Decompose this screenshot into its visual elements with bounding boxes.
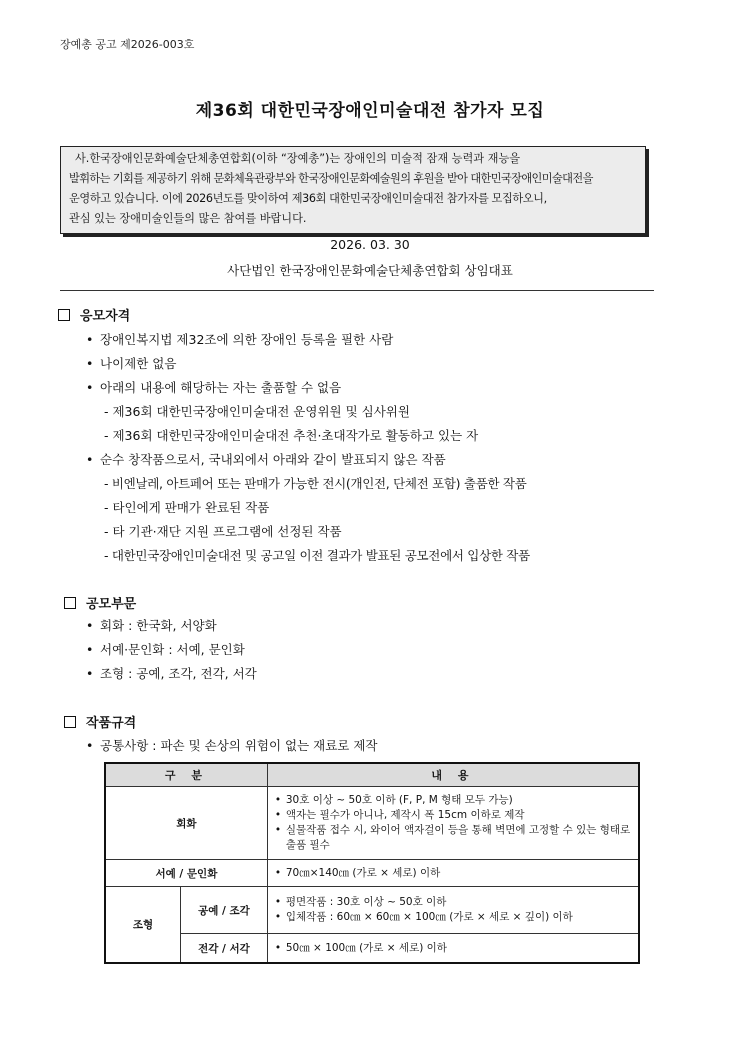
- list-item: • 아래의 내용에 해당하는 자는 출품할 수 없음: [86, 380, 342, 395]
- spec-item: • 입체작품 : 60㎝ × 60㎝ × 100㎝ (가로 × 세로 × 깊이) 이하: [286, 910, 632, 925]
- intro-line: 운영하고 있습니다. 이에 2026년도를 맞이하여 제36회 대한민국장애인미술대전 참가자를 모집하오니,: [69, 192, 547, 205]
- table-row: [105, 934, 639, 964]
- header-category: 구 분: [105, 763, 267, 787]
- sub-item: - 타인에게 판매가 완료된 작품: [104, 500, 270, 515]
- row-content: [267, 860, 639, 887]
- row-label: 공예 / 조각: [181, 887, 268, 934]
- checkbox-square-icon: [64, 716, 76, 728]
- list-item: • 순수 창작품으로서, 국내외에서 아래와 같이 발표되지 않은 작품: [86, 452, 446, 467]
- section-heading-categories: [64, 593, 136, 612]
- table-row: [105, 787, 639, 860]
- intro-line: 관심 있는 장애미술인들의 많은 참여를 바랍니다.: [69, 212, 307, 225]
- list-item: • 나이제한 없음: [86, 356, 177, 371]
- spec-item: • 액자는 필수가 아니나, 제작시 폭 15cm 이하로 제작: [286, 808, 632, 823]
- row-label: 서예 / 문인화: [105, 860, 267, 887]
- sub-item: - 타 기관·재단 지원 프로그램에 선정된 작품: [104, 524, 342, 539]
- specification-table: [104, 762, 640, 964]
- list-item: • 서예·문인화 : 서예, 문인화: [86, 642, 245, 657]
- organization-name: 사단법인 한국장애인문화예술단체총연합회 상임대표: [227, 263, 513, 278]
- row-content: [267, 934, 639, 964]
- spec-item: • 평면작품 : 30호 이상 ~ 50호 이하: [286, 895, 632, 910]
- row-label: 전각 / 서각: [181, 934, 268, 964]
- section-title: 작품규격: [86, 716, 137, 731]
- table-row: [105, 887, 639, 934]
- page-title: 제36회 대한민국장애인미술대전 참가자 모집: [195, 101, 545, 121]
- section-heading-eligibility: [58, 305, 130, 324]
- sub-item: - 제36회 대한민국장애인미술대전 추천·초대작가로 활동하고 있는 자: [104, 428, 479, 443]
- spec-item: • 30호 이상 ~ 50호 이하 (F, P, M 형태 모두 가능): [286, 793, 632, 808]
- divider: [60, 290, 654, 291]
- list-item: • 회화 : 한국화, 서양화: [86, 618, 217, 633]
- sub-item: - 대한민국장애인미술대전 및 공고일 이전 결과가 발표된 공모전에서 입상한 작품: [104, 548, 530, 563]
- header-content: 내 용: [267, 763, 639, 787]
- checkbox-square-icon: [64, 597, 76, 609]
- section-title: 공모부문: [86, 597, 137, 612]
- intro-line: 발휘하는 기회를 제공하기 위해 문화체육관광부와 한국장애인문화예술원의 후원을 받아 대한민국장애인미술대전을: [69, 172, 593, 185]
- spec-item: • 실물작품 접수 시, 와이어 액자걸이 등을 통해 벽면에 고정할 수 있는 형태로 출품 필수: [286, 823, 632, 853]
- intro-line: 사.한국장애인문화예술단체총연합회(이하 “장예총”)는 장애인의 미술적 잠재 능력과 재능을: [75, 152, 521, 165]
- list-item: • 조형 : 공예, 조각, 전각, 서각: [86, 666, 257, 681]
- list-item: • 공통사항 : 파손 및 손상의 위험이 없는 재료로 제작: [86, 738, 378, 753]
- section-heading-specs: [64, 712, 136, 731]
- announcement-date: 2026. 03. 30: [330, 237, 410, 252]
- row-label: 회화: [105, 787, 267, 860]
- row-group-label: 조형: [105, 887, 181, 964]
- sub-item: - 비엔날레, 아트페어 또는 판매가 가능한 전시(개인전, 단체전 포함) 출품한 작품: [104, 476, 527, 491]
- notice-number: 장예총 공고 제2026-003호: [60, 38, 195, 51]
- checkbox-square-icon: [58, 309, 70, 321]
- spec-item: • 70㎝×140㎝ (가로 × 세로) 이하: [286, 866, 632, 881]
- sub-item: - 제36회 대한민국장애인미술대전 운영위원 및 심사위원: [104, 404, 410, 419]
- spec-item: • 50㎝ × 100㎝ (가로 × 세로) 이하: [286, 941, 632, 956]
- row-content: [267, 787, 639, 860]
- list-item: • 장애인복지법 제32조에 의한 장애인 등록을 필한 사람: [86, 332, 394, 347]
- section-title: 응모자격: [80, 309, 131, 324]
- intro-box: [60, 146, 646, 234]
- table-header-row: [105, 763, 639, 787]
- table-row: [105, 860, 639, 887]
- row-content: [267, 887, 639, 934]
